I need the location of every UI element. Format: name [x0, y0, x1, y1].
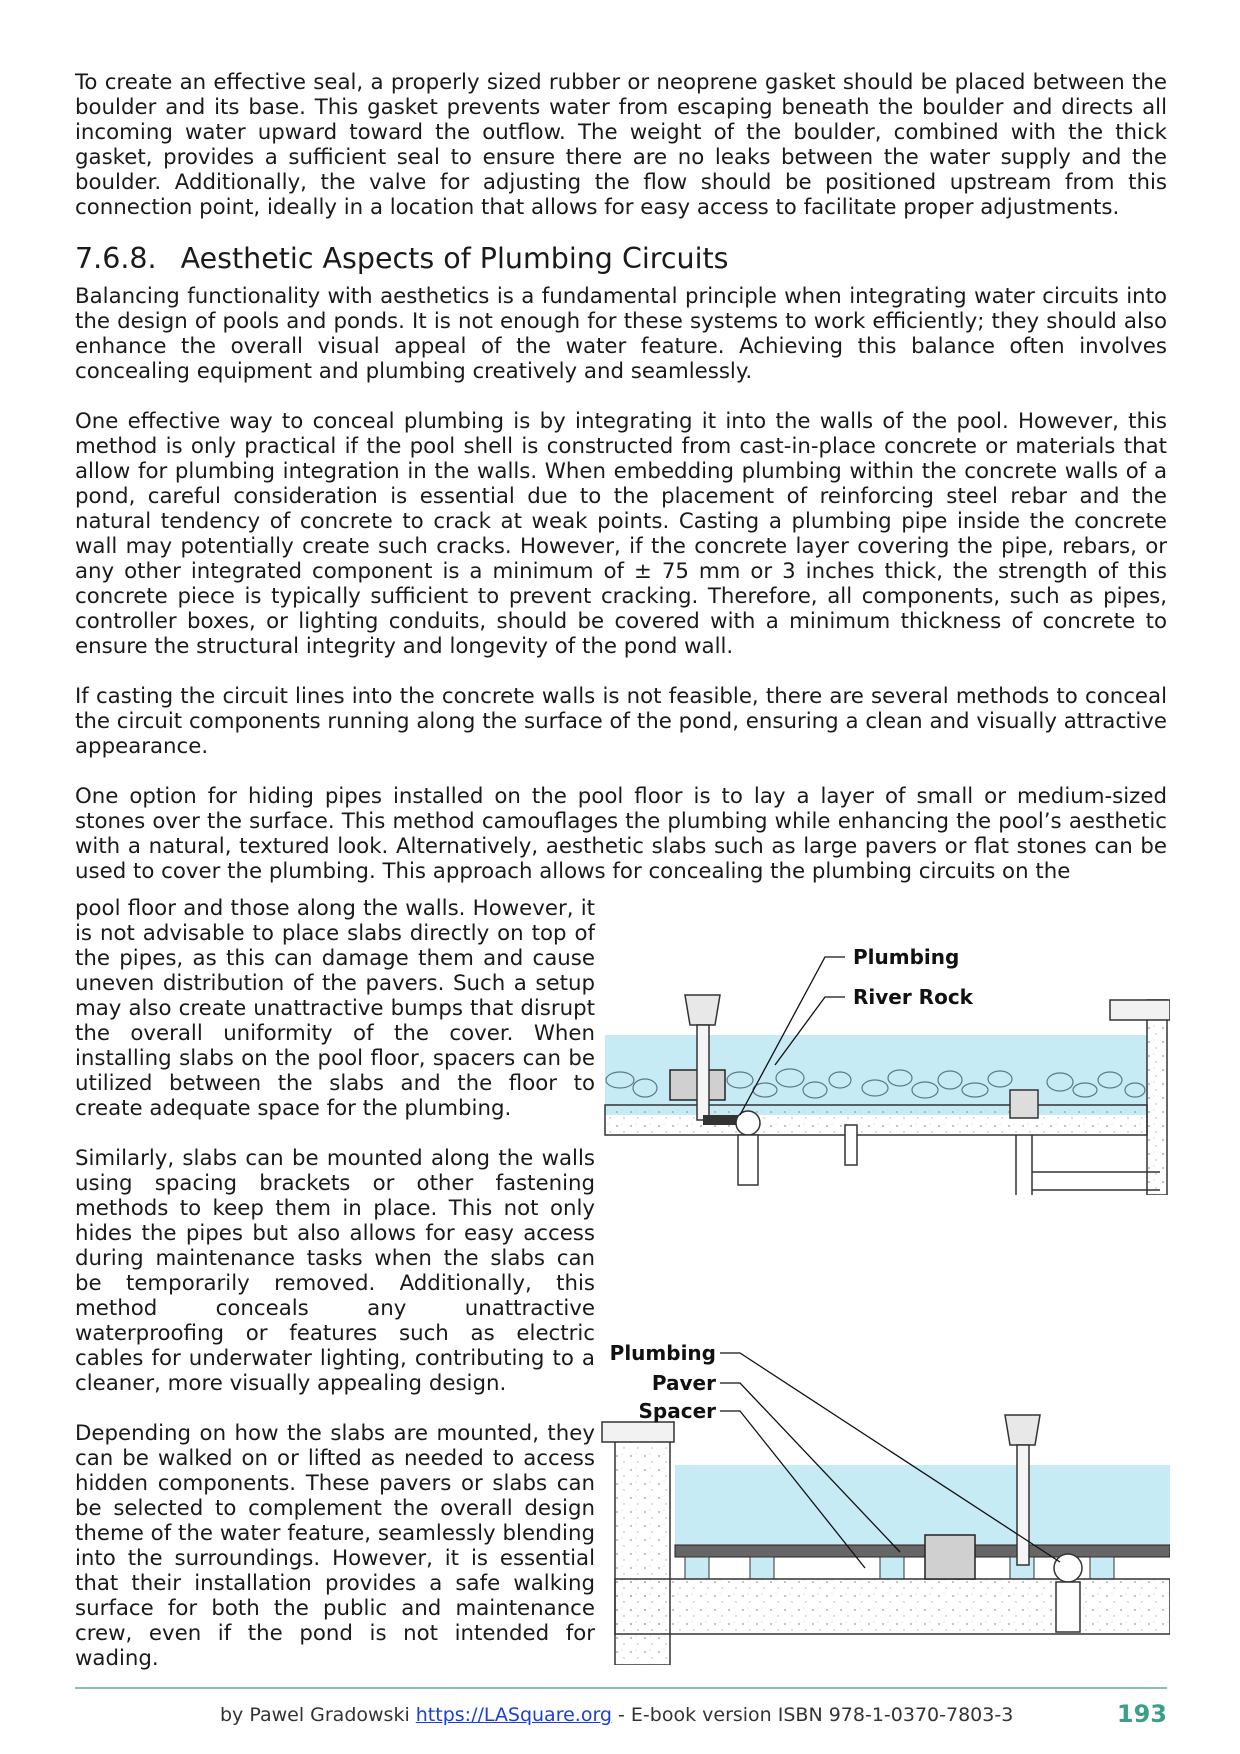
floor-slab	[615, 1579, 1170, 1634]
paragraph-2: One effective way to conceal plumbing is by integrating it into the walls of the pool. However, this method is only practical if the pool shell is constructed from cast-in-place concrete or materials that allow for plumbing integration in the walls. When embedding plumbing within the concrete walls of a pond, careful consideration is essential due to the placement of reinforcing steel rebar and the natural tendency of concrete to crack at weak points. Casting a plumbing pipe inside the concrete wall may potentially create such cracks. However, if the concrete layer covering the pipe, rebars, or any other integrated component is a minimum of ± 75 mm or 3 inches thick, the strength of this concrete piece is typically sufficient to prevent cracking. Therefore, all components, such as pipes, controller boxes, or lighting conduits, should be covered with a minimum thickness of concrete to ensure the structural integrity and longevity of the pond wall.	[75, 409, 1167, 659]
paragraph-7: Depending on how the slabs are mounted, they can be walked on or lifted as needed to access hidden components. These pavers or slabs can be selected to complement the overall design theme of the water feature, seamlessly blending into the surroundings. However, it is essential that their installation provides a safe walking surface for both the public and maintenance crew, even if the pond is not intended for wading.	[75, 1421, 595, 1671]
coping	[1110, 1000, 1170, 1020]
concrete-slab	[605, 1105, 1147, 1135]
section-title: Aesthetic Aspects of Plumbing Circuits	[180, 242, 729, 275]
riser-pipe-2	[1017, 1445, 1029, 1565]
label-plumbing-2: Plumbing	[609, 1341, 716, 1365]
paragraph-4: One option for hiding pipes installed on the pool floor is to lay a layer of small or medium-sized stones over the surface. This method camouflages the plumbing while enhancing the pool’s aesthetic with a natural, textured look. Alternatively, aesthetic slabs such as large pavers or flat stones can be used to cover the plumbing. This approach allows for concealing the plumbing circuits on the	[75, 784, 1167, 884]
footer-link[interactable]: https://LASquare.org	[415, 1704, 612, 1726]
paragraph-3: If casting the circuit lines into the concrete walls is not feasible, there are several methods to conceal the circuit components running along the surface of the pond, ensuring a clean and visually attractive appearance.	[75, 684, 1167, 759]
figure-paver-spacer	[600, 1340, 1170, 1665]
footer-credit	[220, 1704, 1013, 1726]
paragraph-intro: To create an effective seal, a properly sized rubber or neoprene gasket should be placed between the boulder and its base. This gasket prevents water from escaping beneath the boulder and directs all incoming water upward toward the outflow. The weight of the boulder, combined with the thick gasket, provides a sufficient seal to ensure there are no leaks between the water supply and the boulder. Additionally, the valve for adjusting the flow should be positioned upstream from this connection point, ideally in a location that allows for easy access to facilitate proper adjustments.	[75, 70, 1167, 220]
footer	[75, 1700, 1167, 1730]
footer-rule	[75, 1687, 1167, 1689]
water-area-2	[675, 1465, 1170, 1545]
footer-prefix: by Pawel Gradowski	[220, 1704, 416, 1726]
footer-suffix: - E-book version ISBN 978-1-0370-7803-3	[611, 1704, 1014, 1726]
section-heading	[75, 241, 1167, 277]
fountain-nozzle	[685, 995, 720, 1025]
section-number: 7.6.8.	[75, 242, 157, 275]
right-wall	[1147, 1000, 1167, 1195]
drain	[1010, 1090, 1038, 1118]
left-coping	[602, 1422, 674, 1442]
label-plumbing: Plumbing	[853, 945, 960, 969]
riser-pipe	[697, 1025, 709, 1120]
pump-box-2	[925, 1535, 975, 1579]
label-paver: Paver	[651, 1371, 716, 1395]
spacer-row	[685, 1557, 1114, 1579]
paragraph-6: Similarly, slabs can be mounted along the walls using spacing brackets or other fastening methods to keep them in place. This not only hides the pipes but also allows for easy access during maintenance tasks when the slabs can be temporarily removed. Additionally, this method conceals any unattractive waterproofing or features such as electric cables for underwater lighting, contributing to a cleaner, more visually appealing design.	[75, 1146, 595, 1396]
narrow-column	[75, 896, 595, 1671]
fountain-nozzle-2	[1005, 1415, 1040, 1445]
paver-band	[675, 1545, 1170, 1557]
page-number: 193	[1116, 1700, 1167, 1728]
page-body	[75, 70, 1167, 884]
label-river-rock: River Rock	[853, 985, 973, 1009]
label-spacer: Spacer	[638, 1399, 716, 1423]
paragraph-1: Balancing functionality with aesthetics is a fundamental principle when integrating water circuits into the design of pools and ponds. It is not enough for these systems to work efficiently; they should also enhance the overall visual appeal of the water feature. Achieving this balance often involves concealing equipment and plumbing creatively and seamlessly.	[75, 284, 1167, 384]
paragraph-5: pool floor and those along the walls. However, it is not advisable to place slabs directly on top of the pipes, as this can damage them and cause uneven distribution of the pavers. Such a setup may also create unattractive bumps that disrupt the overall uniformity of the cover. When installing slabs on the pool floor, spacers can be utilized between the slabs and the floor to create adequate space for the plumbing.	[75, 896, 595, 1121]
figure-river-rock	[600, 940, 1170, 1195]
